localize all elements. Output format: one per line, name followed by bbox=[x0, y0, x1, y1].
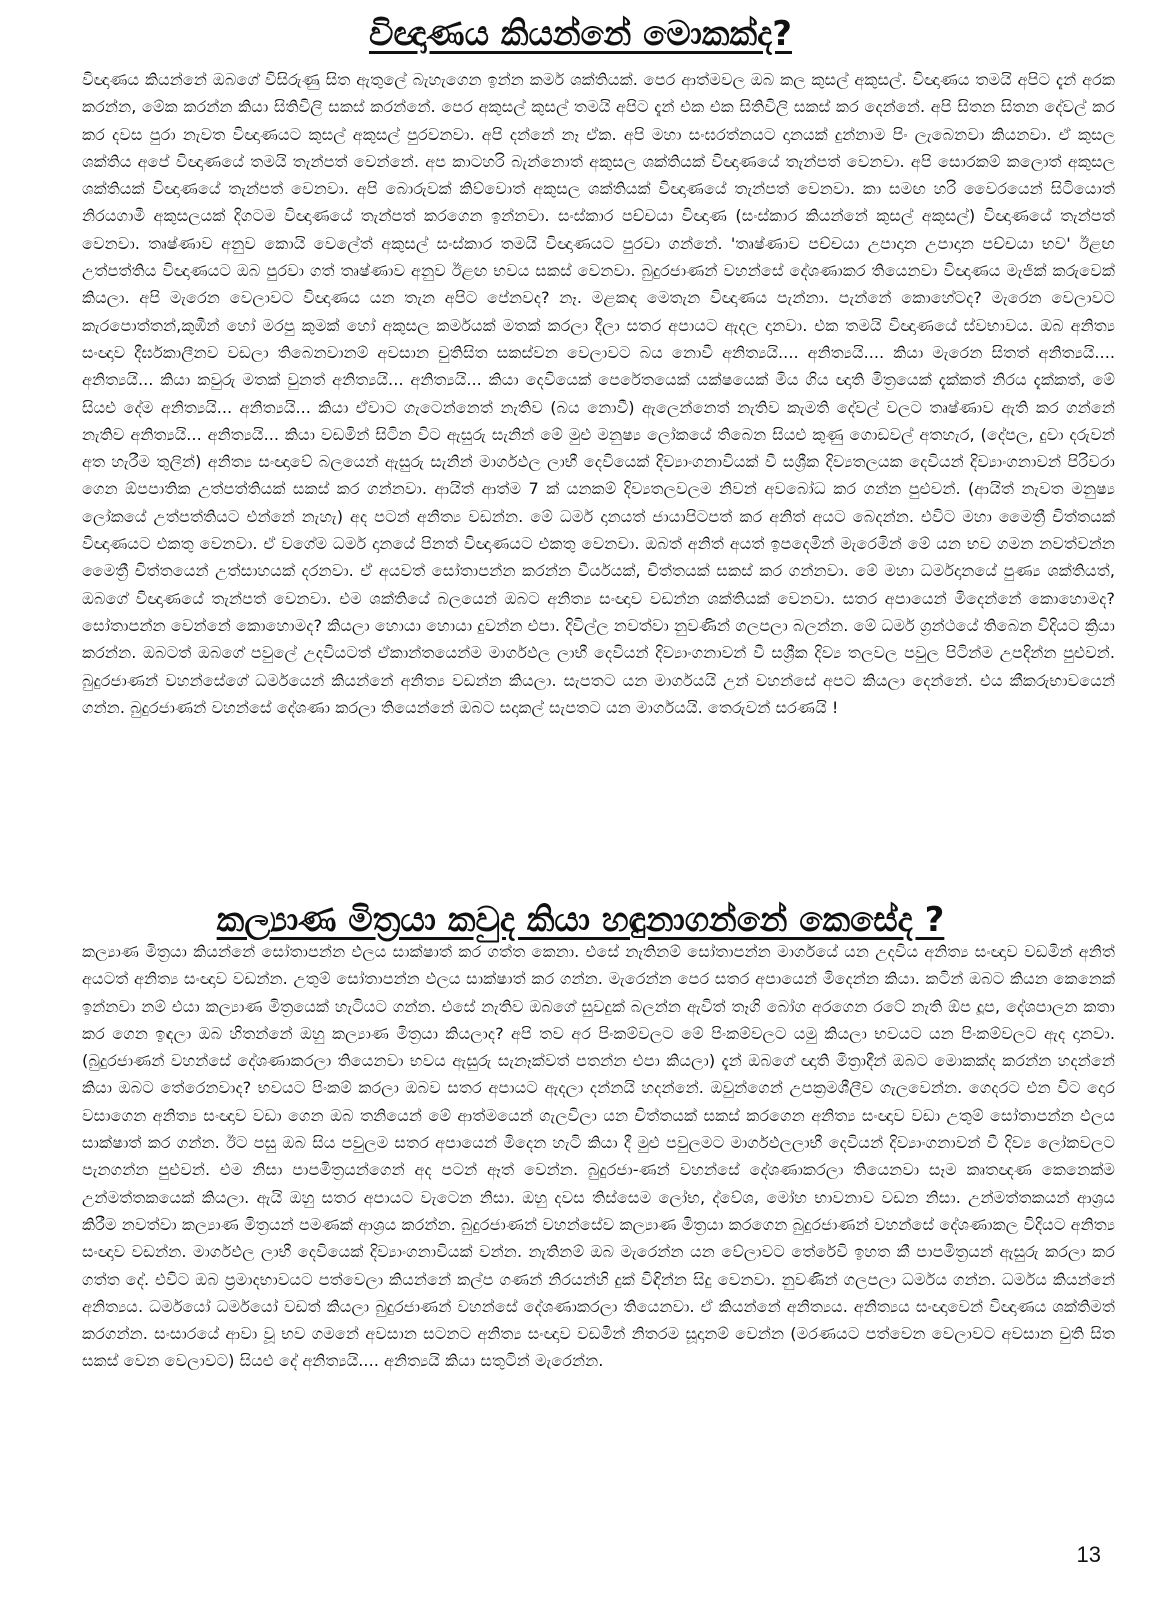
section-1-body: විඥාණය කියන්නේ ඔබගේ විසිරුණු සිත ඇතුලේ බැහැගෙන ඉන්න කර්ම ශක්තියක්. පෙර ආත්මවල ඔබ කල කුසල් අකුසල්. විඥාණය තමයි අපිට දැන් අරක කරන්න, මේක කරන්න කියා සිතිවිලි සකස් කරන්නේ. පෙර අකුසල් කුසල් තමයි අපිට දැන් එක එක සිතිවිලි සකස් කර දෙන්නේ. අපි සිතන සිතන දේවල් කර කර දවස පුරා නැවත විඥාණයට කුසල් අකුසල් පුරවනවා. අපි දන්නේ නෑ ඒක. අපි මහා සංඝරත්නයට දානයක් දුන්නාම පිං ලැබෙනවා කියනවා. ඒ කුසල ශක්තිය අපේ විඥාණයේ තමයි තැන්පත් වෙන්නේ. අප කාටහරි බැන්නොත් අකුසල ශක්තියක් විඥාණයේ තැන්පත් වෙනවා. අපි සොරකම් කලොත් අකුසල ශක්තියක් විඥාණයේ තැන්පත් වෙනවා. අපි බොරුවක් කිව්වොත් අකුසල ශක්තියක් විඥාණයේ තැන්පත් වෙනවා. කා සමඟ හරි වෛරයෙන් සිටියොත් නිරයගාමී අකුසලයක් දිගටම විඥාණයේ තැන්පත් කරගෙන ඉන්නවා. සංස්කාර පච්චයා විඥාණ (සංස්කාර කියන්නේ කුසල් අකුසල්) විඥාණයේ තැන්පත් වෙනවා. තෘෂ්ණාව අනුව කොයි වෙලේත් අකුසල් සංස්කාර තමයි විඥාණයට පුරවා ගන්නේ. 'තෘෂ්ණාව පච්චයා උපාදාන උපාදාන පච්චයා භව' ඊළඟ උත්පත්තිය විඥාණයට ඔබ පුරවා ගත් තෘෂ්ණාව අනුව ඊළඟ භවය සකස් වෙනවා. බුදුරජාණන් වහන්සේ දේශණාකර තියෙනවා විඥාණය මැජික් කරුවෙක් කියලා. අපි මැරෙන වෙලාවට විඥාණය යන තැන අපිට පේනවද? නෑ. මළකඳ මෙතැන විඥාණය පැන්නා. පැන්නේ කොහේටද? මැරෙන වෙලාවට කැරපොත්තන්,කුඹීන් හෝ මරපු කුමක් හෝ අකුසල කර්මයක් මතක් කරලා දීලා සතර අපායට ඇදල දානවා. එක තමයි විඥාණයේ ස්වභාවය. ඔබ අනිත්‍ය සංඥාව දීර්ඝකාලීනව වඩලා තිබෙනවානම් අවසාන චුතිසිත සකස්වන වෙලාවට බය නොවී අනිත්‍යයි.... අනිත්‍යයි.... කියා මැරෙන සිතත් අනිත්‍යයි.... අනිත්‍යයි... කියා කවුරු මතක් වුනත් අනිත්‍යයි... අනිත්‍යයි... කියා දෙවියෙක් පෙරේතයෙක් යක්ෂයෙක් මිය ගිය ඥාති මිත්‍රයෙක් දැක්කත් නිරය දැක්කත්, මේ සියළු දේම අනිත්‍යයි... අනිත්‍යයි... කියා ඒවාට ගැටෙන්නෙත් නැතිව (බය නොවී) ඇලෙන්නෙත් නැතිව කැමති දේවල් වලට තෘෂ්ණාව ඇති කර ගන්නේ නැතිව අනිත්‍යයි... අනිත්‍යයි... කියා වඩමින් සිටින විට ඇසුරු සැනින් මේ මුළු මනුෂ්‍ය ලෝකයේ තිබෙන සියළු කුණු ගොඩවල් අතහැර, (දේපල, දුවා දරුවන් අත හැරීම තුලින්) අනිත්‍ය සංඥාවේ බලයෙන් ඇසුරු සැනින් මාර්ගඵල ලාභී දෙවියෙක් දිව්‍යාංගනාවියක් වී සශ්‍රීක දිව්‍යතලයක දෙවියන් දිව්‍යාංගනාවන් පිරිවරා ගෙන ඕපපාතික උත්පත්තියක් සකස් කර ගන්නවා. ආයිත් ආත්ම 7 ක් යනකම් දිව්‍යතලවලම නිවන් අවබෝධ කර ගන්න පුළුවන්. (ආයිත් නැවත මනුෂ්‍ය ලෝකයේ උත්පත්තියට එන්නේ නැහැ) අද පටන් අනිත්‍ය වඩන්න. මේ ධර්ම දානයත් ජායාපිටපත් කර අනිත් අයට බෙදන්න. එවිට මහා මෛත්‍රී චිත්තයක් විඥාණයට එකතු වෙනවා. ඒ වගේම ධර්ම දානයේ පිනත් විඥාණයට එකතු වෙනවා. ඔබත් අනිත් අයත් ඉපදෙමින් මැරෙමින් මේ යන භව ගමන නවත්වන්න මෛත්‍රී චිත්තයෙන් උත්සාහයක් දරනවා. ඒ අයවත් සෝතාපන්න කරන්න වීර්යයක්, චිත්තයක් සකස් කර ගන්නවා. මේ මහා ධර්මදානයේ පුණ්‍ය ශක්තියත්, ඔබගේ විඥාණයේ තැන්පත් වෙනවා. එම ශක්තියේ බලයෙන් ඔබට අනිත්‍ය සංඥාව වඩන්න ශක්තියක් වෙනවා. සතර අපායෙන් මිදෙන්නේ කොහොමද? සෝතාපන්න වෙන්නේ කොහොමද? කියලා හොයා හොයා දුවන්න එපා. දිවිල්ල නවත්වා නුවණින් ගලපලා බලන්න. මේ ධර්ම ග්‍රන්ථයේ තිබෙන විදියට ක්‍රියා කරන්න. ඔබටත් ඔබගේ පවුලේ උදවියටත් ඒකාන්තයෙන්ම මාර්ගඵල ලාභී දෙවියන් දිව්‍යාංගනාවන් වී සශ්‍රීක දිව්‍ය තලවල පවුල පිටින්ම උපදින්න පුළුවන්. බුදුරජාණන් වහන්සේගේ ධර්මයෙන් කියන්නේ අනිත්‍ය වඩන්න කියලා. සැපතට යන මාර්ගයයි උන් වහන්සේ අපට කියලා දෙන්නේ. එය කීකරුභාවයෙන් ගන්න. බුදුරජාණන් වහන්සේ දේශණා කරලා තියෙන්නේ ඔබට සදාකල් සැපතට යන මාර්ගයයි. තෙරුවන් සරණයි ! bbox=[82, 70, 1115, 717]
section-2-title-text: කල්‍යාණ මිත්‍රයා කවුද කියා හඳුනාගන්නේ කෙසේද ? bbox=[216, 900, 945, 940]
page-number: 13 bbox=[1076, 1542, 1101, 1567]
section-1-title bbox=[0, 12, 1161, 56]
section-2-title bbox=[0, 898, 1161, 942]
section-2-body: කල්‍යාණ මිත්‍රයා කියන්නේ සෝතාපන්න ඵලය සාක්ෂාත් කර ගත්ත කෙනා. එසේ නැතිනම් සෝතාපන්න මාර්ගයේ යන උදවිය අනිත්‍ය සංඥාව වඩමින් අනිත් අයටත් අනිත්‍ය සංඥාව වඩන්න. උතුම් සෝතාපන්න ඵලය සාක්ෂාත් කර ගන්න. මැරෙන්න පෙර සතර අපායෙන් මිදෙන්න කියා. කටින් ඔබට කියන කෙනෙක් ඉන්නවා නම් එයා කල්‍යාණ මිත්‍රයෙක් හැටියට ගන්න. එසේ නැතිව ඔබගේ සුවදුක් බලන්න ඇවිත් තෑගි බෝග අරගෙන රටේ නැති ඕප දූප, දේශපාලන කතා කර ගෙන ඉඳලා ඔබ හිතන්නේ ඔහු කල්‍යාණ මිත්‍රයා කියලාද? අපි තව අර පිංකම්වලට මේ පිංකම්වලට යමු කියලා භවයට යන පිංකම්වලට ඇද දානවා. (බුදුරජාණන් වහන්සේ දේශණාකරලා තියෙනවා භවය ඇසුරු සැනෑක්වත් පතන්න එපා කියලා) දැන් ඔබගේ ඥාති මිත්‍රාදීන් ඔබට මොකක්ද කරන්න හදන්නේ කියා ඔබට තේරෙනවාද? භවයට පිංකම් කරලා ඔබව සතර අපායට ඇදලා දන්නයි හදන්නේ. ඔවුන්ගෙන් උපක්‍රමශීලීව ගැලවෙන්න. ගෙදරට එන විට දොර වසාගෙන අනිත්‍ය සංඥාව වඩා ගෙන ඔබ තනියෙන් මේ ආත්මයෙන් ගැලවිලා යන චිත්තයක් සකස් කරගෙන අනිත්‍ය සංඥාව වඩා උතුම් සෝතාපන්න ඵලය සාක්ෂාත් කර ගන්න. ඊට පසු ඔබ සිය පවුලම සතර අපායෙන් මිදෙන හැටි කියා දී මුළු පවුලමට මාර්ගඵලලාභී දෙවියන් දිව්‍යාංගනාවන් වී දිව්‍ය ලෝකවලට පැනගන්න පුළුවන්. එම නිසා පාපමිත්‍රයන්ගෙන් අද පටන් ඈත් වෙන්න. බුදුරජා-ණන් වහන්සේ දේශණාකරලා තියෙනවා සෑම කෘතඥණ කෙනෙක්ම උන්මත්තකයෙක් කියලා. ඇයි ඔහු සතර අපායට වැටෙන නිසා. ඔහු දවස තිස්සෙම ලෝභ, ද්වේශ, මෝහ භාවනාව වඩන නිසා. උන්මත්තකයන් ආශ්‍රය කිරීම නවත්වා කල්‍යාණ මිත්‍රයන් පමණක් ආශ්‍රය කරන්න. බුදුරජාණන් වහන්සේව කල්‍යාණ මිත්‍රයා කරගෙන බුදුරජාණන් වහන්සේ දේශණාකල විදියට අනිත්‍ය සංඥාව වඩන්න. මාර්ගඵල ලාභී දෙවියෙක් දිව්‍යාංගනාවියක් වන්න. නැතිනම් ඔබ මැරෙන්න යන වේලාවට තේරේවි ඉහත කී පාපමිත්‍රයන් ඇසුරු කරලා කර ගත්ත දේ. එවිට ඔබ ප්‍රමාදභාවයට පත්වෙලා කියන්නේ කල්ප ගණන් නිරයන්හි දුක් විඳින්න සිදු වෙනවා. නුවණින් ගලපලා ධර්මය ගන්න. ධර්මය කියන්නේ අනිත්‍යය. ධර්මයෝ ධර්මයෝ වඩත් කියලා බුදුරජාණන් වහන්සේ දේශණාකරලා තියෙනවා. ඒ කියන්නේ අනිත්‍යය. අනිත්‍යය සංඥාවෙන් විඥාණය ශක්තිමත් කරගන්න. සංසාරයේ ආවා වූ භව ගමනේ අවසාන සටනට අනිත්‍ය සංඥාව වඩමින් නිතරම සූදානම් වෙන්න (මරණයට පත්වෙන වෙලාවට අවසාන චුති සිත සකස් වෙන වෙලාවට) සියළු දේ අනිත්‍යයි.... අනිත්‍යයි කියා සතුටින් මැරෙන්න. bbox=[82, 942, 1115, 1371]
section-1-title-text: විඥාණය කියන්නේ මොකක්ද? bbox=[369, 14, 792, 54]
